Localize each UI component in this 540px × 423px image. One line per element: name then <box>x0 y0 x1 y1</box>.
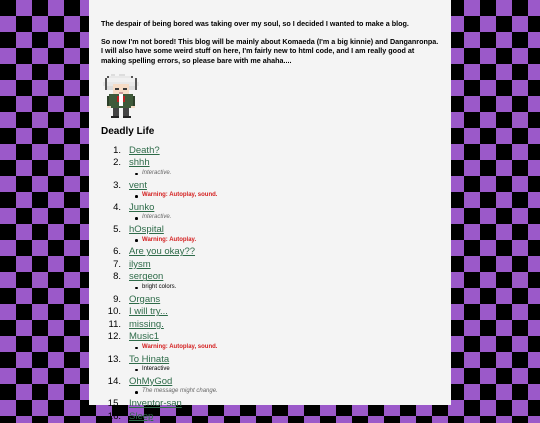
link-note: Interactive <box>135 366 170 374</box>
list-item-content <box>129 376 218 398</box>
list-item-number: 10. <box>107 306 121 318</box>
list-item-content <box>129 224 196 246</box>
page-link[interactable]: sergeon <box>129 271 164 283</box>
page-link[interactable]: Are you okay?? <box>129 246 196 258</box>
warning-note: Warning: Autoplay. <box>135 237 196 245</box>
link-note: bright colors. <box>135 284 176 292</box>
list-item-content <box>129 246 195 259</box>
list-item-number: 3. <box>113 179 121 191</box>
list-item <box>101 246 439 259</box>
list-item <box>101 157 439 179</box>
warning-note: Warning: Autoplay, sound. <box>135 344 217 352</box>
intro-paragraph-1: The despair of being bored was taking over my soul, so I decided I wanted to make a blog. <box>101 19 409 28</box>
link-note: The message might change. <box>135 388 218 396</box>
list-item <box>101 411 439 423</box>
intro-text <box>101 19 439 66</box>
links-list <box>101 145 439 423</box>
list-item <box>101 259 439 272</box>
list-item <box>101 180 439 202</box>
page-link[interactable]: Sleep <box>129 410 154 422</box>
list-item-content <box>129 331 217 353</box>
list-item-number: 11. <box>108 318 121 330</box>
list-item-number: 1. <box>113 144 121 156</box>
list-item <box>101 354 439 376</box>
page-link[interactable]: hOspital <box>129 224 164 236</box>
list-item-content <box>129 157 171 179</box>
page-link[interactable]: shhh <box>129 157 150 169</box>
page-link[interactable]: missing. <box>129 318 164 330</box>
list-item-number: 5. <box>113 224 121 236</box>
list-item-number: 9. <box>113 293 121 305</box>
komaeda-pixel-sprite-icon <box>103 74 139 118</box>
list-item-content <box>129 259 151 272</box>
list-item <box>101 319 439 332</box>
list-item-number: 14. <box>107 375 121 387</box>
intro-paragraph-2: So now I'm not bored! This blog will be mainly about Komaeda (I'm a big kinnie) and Danganronpa. I will also have some weird stuff on here, I'm fairly new to html code, and I am really good at making spelling errors, so please bare with me ahaha.... <box>101 36 439 66</box>
list-item <box>101 331 439 353</box>
list-item-number: 13. <box>107 353 121 365</box>
list-item-number: 16. <box>107 410 121 422</box>
list-item-number: 15. <box>107 397 121 409</box>
page-link[interactable]: ilysm <box>129 258 151 270</box>
list-item-content <box>129 202 171 224</box>
list-item-number: 8. <box>113 271 121 283</box>
link-note: Interactive. <box>135 214 171 222</box>
list-item-number: 12. <box>107 331 121 343</box>
page-link[interactable]: To Hinata <box>129 353 170 365</box>
list-item-content <box>129 411 153 423</box>
list-item <box>101 224 439 246</box>
list-item-content <box>129 354 170 376</box>
list-item-number: 2. <box>113 157 121 169</box>
page-link[interactable]: OhMyGod <box>129 375 173 387</box>
list-item <box>101 145 439 158</box>
list-item-number: 4. <box>113 201 121 213</box>
list-item <box>101 398 439 411</box>
list-item-content <box>129 145 160 158</box>
page-link[interactable]: vent <box>129 179 147 191</box>
list-item-number: 6. <box>113 246 121 258</box>
page-link[interactable]: Music1 <box>129 331 160 343</box>
section-title: Deadly Life <box>101 125 155 137</box>
blog-content <box>89 0 451 423</box>
list-item-content <box>129 294 160 307</box>
list-item-number: 7. <box>113 258 121 270</box>
list-item-content <box>129 319 164 332</box>
page-link[interactable]: Junko <box>129 201 155 213</box>
blog-page <box>89 0 451 422</box>
list-item <box>101 376 439 398</box>
list-item-content <box>129 180 217 202</box>
page-link[interactable]: I will try... <box>129 306 168 318</box>
list-item-content <box>129 398 182 411</box>
warning-note: Warning: Autoplay, sound. <box>135 192 217 200</box>
list-item-content <box>129 271 176 293</box>
page-link[interactable]: Death? <box>129 144 160 156</box>
list-item-content <box>129 306 168 319</box>
list-item <box>101 294 439 307</box>
page-link[interactable]: Organs <box>129 293 161 305</box>
list-item <box>101 271 439 293</box>
list-item <box>101 306 439 319</box>
page-link[interactable]: Inventor-san <box>129 397 182 409</box>
list-item <box>101 202 439 224</box>
link-note: Interactive. <box>135 170 171 178</box>
